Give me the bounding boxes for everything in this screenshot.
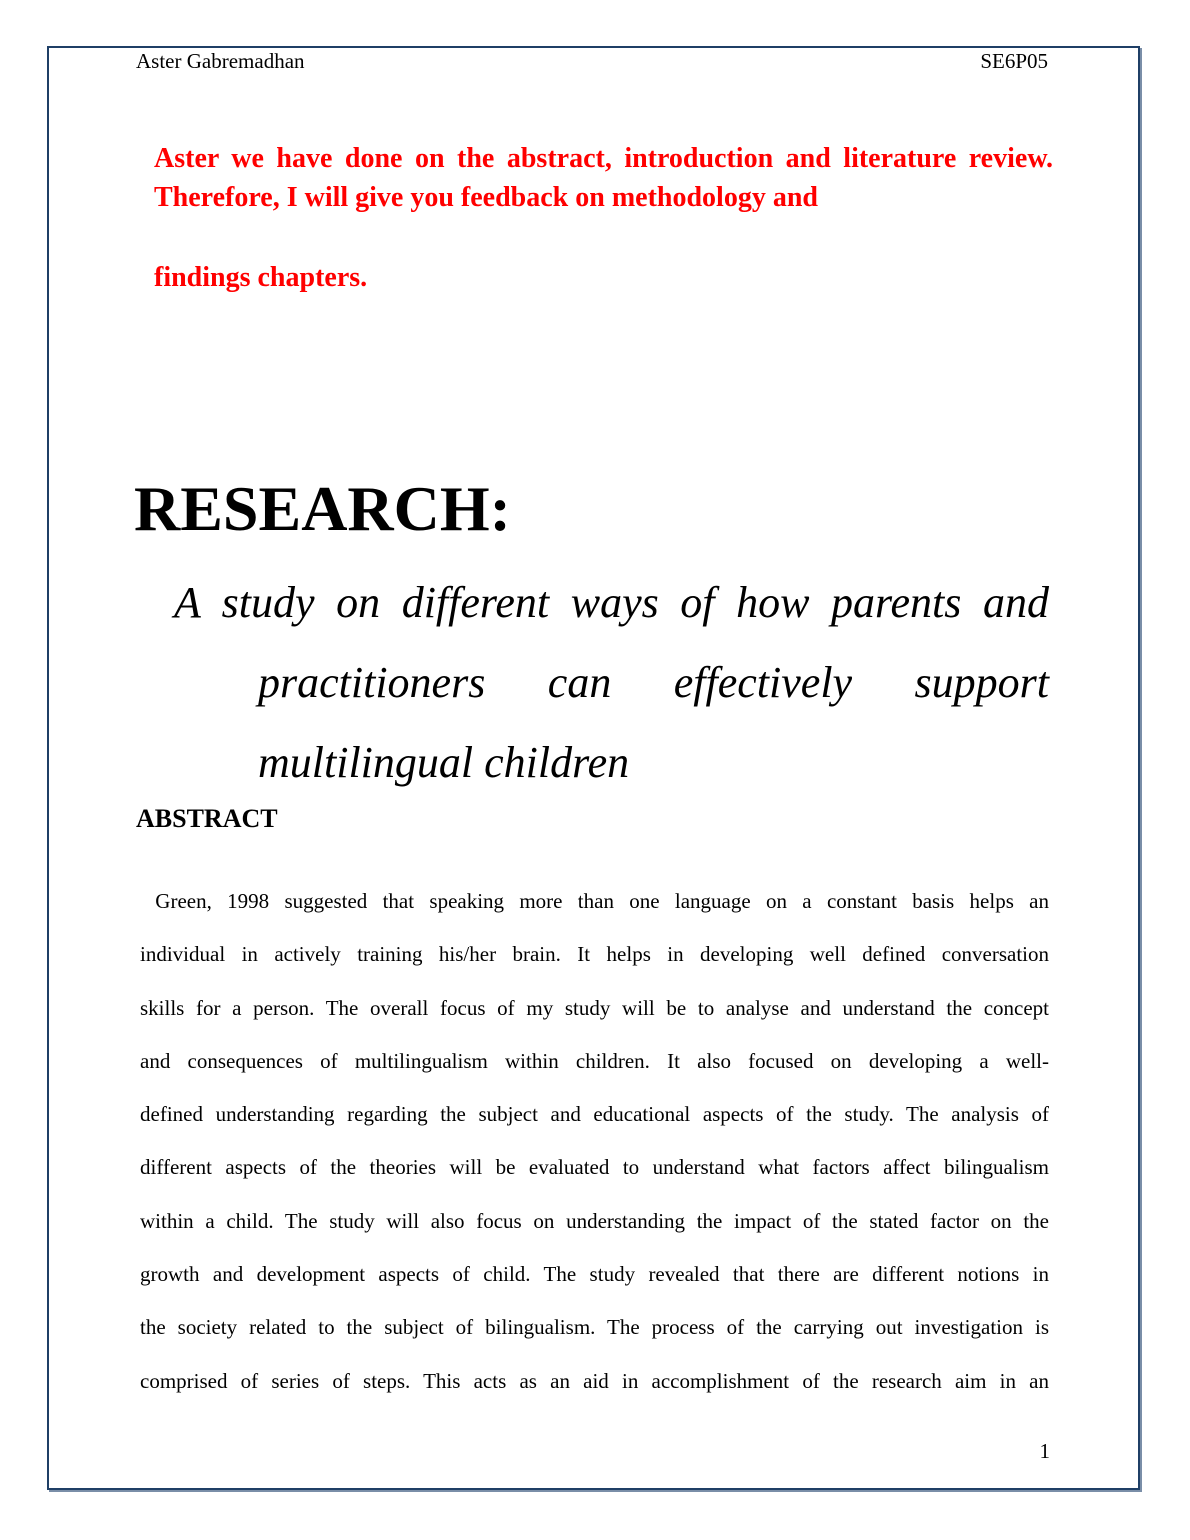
abstract-body — [140, 875, 1049, 1408]
tutor-feedback-note — [154, 139, 1053, 297]
research-heading: RESEARCH: — [134, 473, 511, 544]
abstract-heading: ABSTRACT — [136, 804, 278, 833]
abstract-line: the society related to the subject of bilingualism. The process of the carrying out investigation is — [140, 1315, 1049, 1340]
subtitle-row-1: A study on different ways of how parents and — [174, 578, 1049, 627]
subtitle-row-3: multilingual children — [258, 738, 630, 787]
abstract-line: comprised of series of steps. This acts as an aid in accomplishment of the research aim in an — [140, 1368, 1049, 1393]
abstract-line: individual in actively training his/her brain. It helps in developing well defined conversation — [140, 942, 1049, 967]
abstract-line: and consequences of multilingualism within children. It also focused on developing a well- — [140, 1048, 1049, 1073]
feedback-line-2: findings chapters. — [154, 262, 368, 293]
abstract-line: skills for a person. The overall focus of my study will be to analyse and understand the concept — [140, 995, 1049, 1020]
subtitle-row-2: practitioners can effectively support — [258, 658, 1049, 707]
abstract-line: different aspects of the theories will be evaluated to understand what factors affect bilingualism — [140, 1155, 1049, 1180]
header-course-code: SE6P05 — [980, 49, 1048, 73]
page-number: 1 — [1039, 1439, 1050, 1463]
header-author: Aster Gabremadhan — [136, 49, 305, 73]
abstract-line: defined understanding regarding the subject and educational aspects of the study. The analysis of — [140, 1102, 1049, 1127]
feedback-line-1: Aster we have done on the abstract, introduction and literature review. Therefore, I will give you feedback on methodology and — [154, 143, 1053, 213]
abstract-line: within a child. The study will also focus on understanding the impact of the stated factor on the — [140, 1208, 1049, 1233]
research-subtitle — [174, 563, 1049, 803]
abstract-line: Green, 1998 suggested that speaking more than one language on a constant basis helps an — [140, 889, 1049, 913]
abstract-line: growth and development aspects of child. The study revealed that there are different notions in — [140, 1262, 1049, 1287]
